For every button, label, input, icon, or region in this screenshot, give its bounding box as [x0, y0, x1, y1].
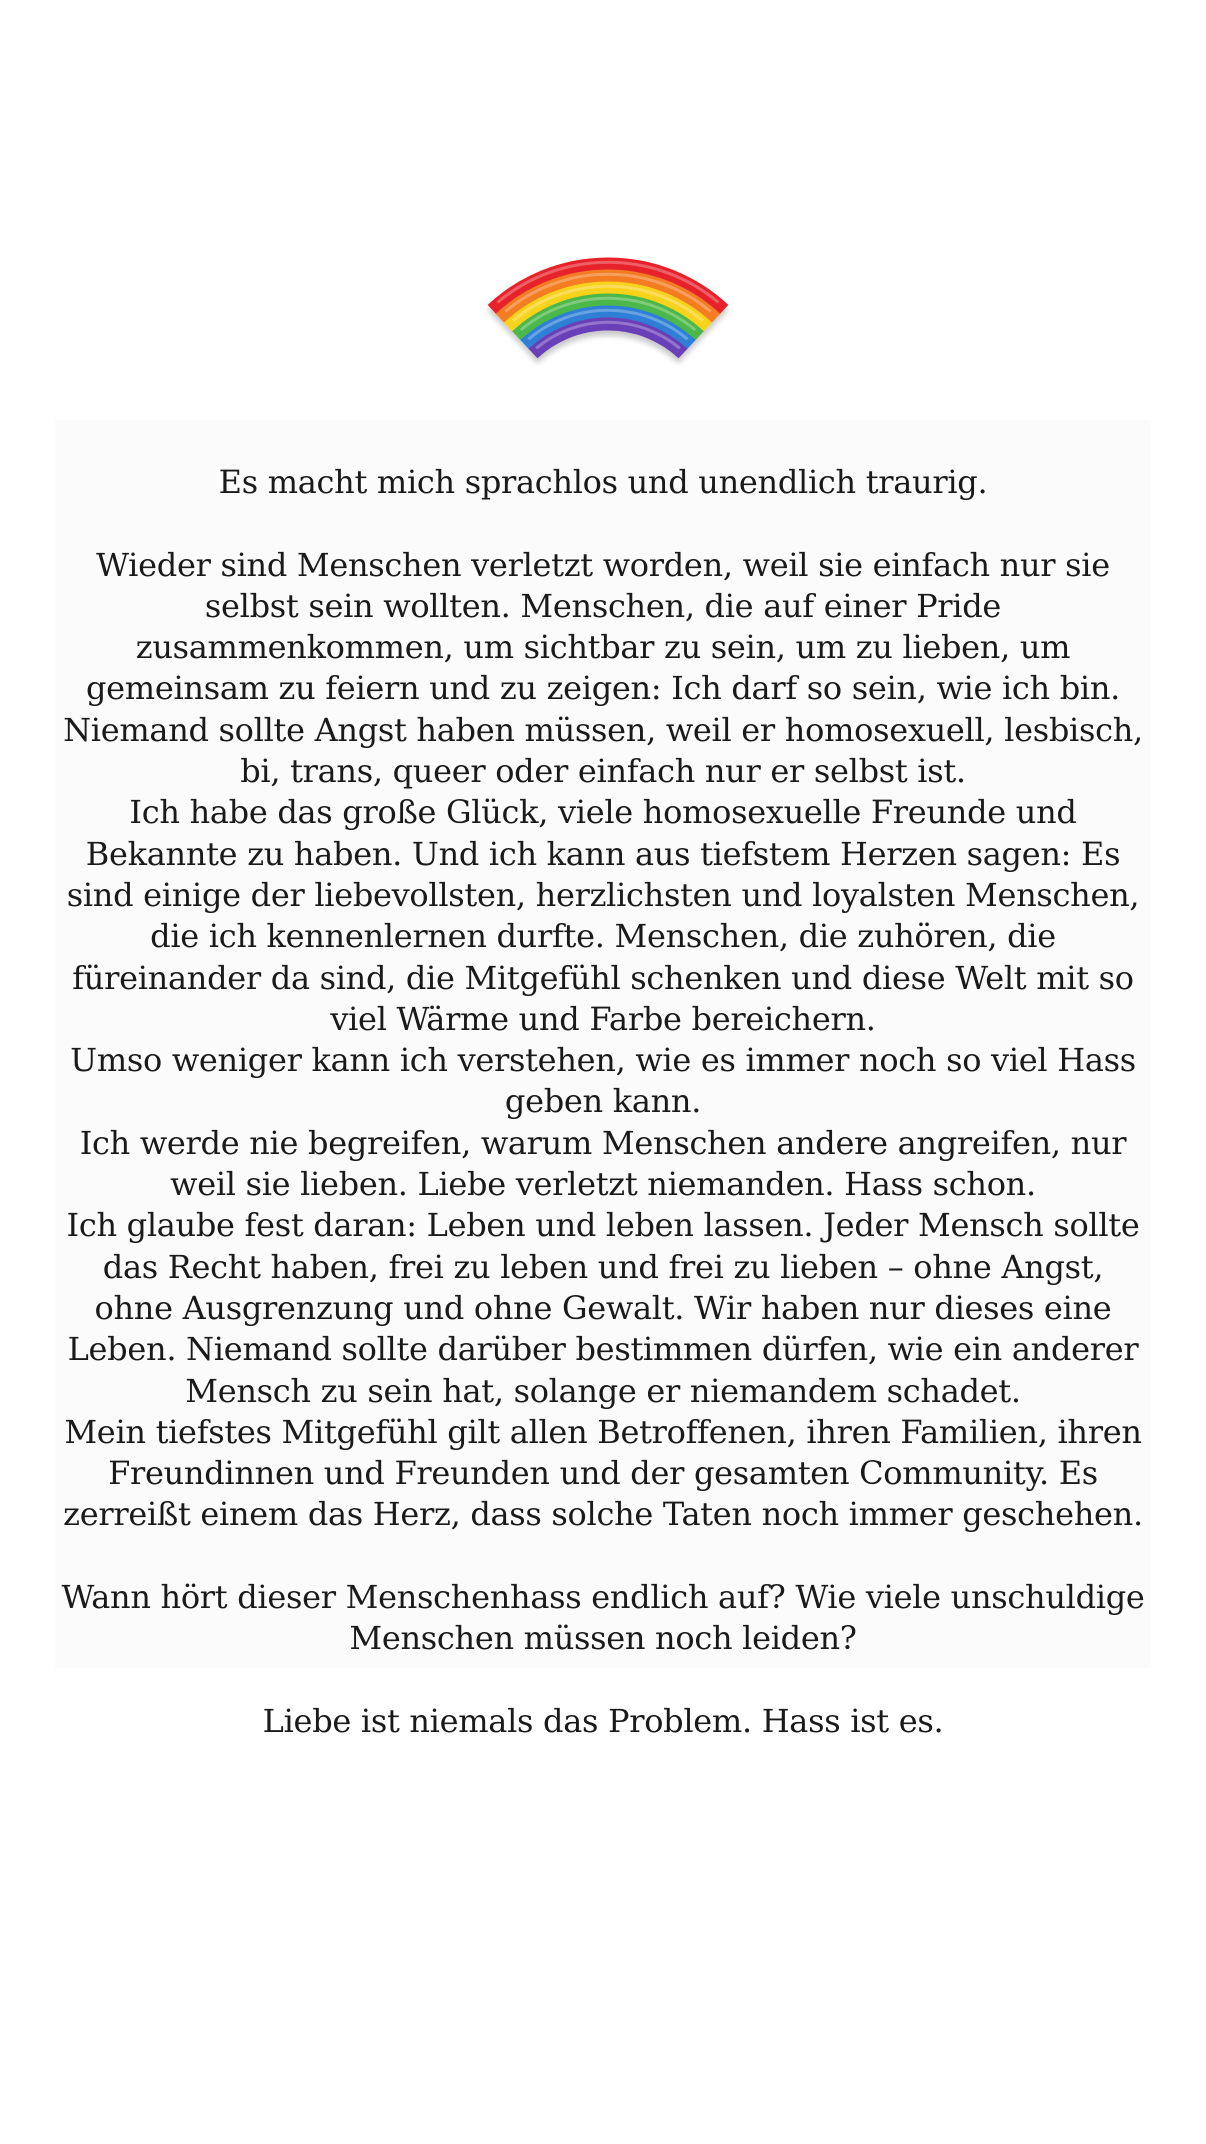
paragraph-3: Ich habe das große Glück, viele homosexuelle Freunde und Bekannte zu haben. Und ich kann aus tiefstem Herzen sagen: Es sind einige der liebevollsten, herzlichsten und loyalsten Menschen, die ich kennenlernen durfte. Menschen, die zuhören, die füreinander da sind, die Mitgefühl schenken und diese Welt mit so viel Wärme und Farbe bereichern.: [66, 793, 1140, 1038]
story-text: [60, 462, 1146, 1742]
spacer: [60, 1536, 1146, 1577]
paragraph-2: Niemand sollte Angst haben müssen, weil er homosexuell, lesbisch, bi, trans, queer oder einfach nur er selbst ist.: [63, 710, 1143, 791]
spacer: [60, 503, 1146, 544]
rainbow-icon: [478, 244, 738, 372]
paragraph-6: Ich glaube fest daran: Leben und leben lassen. Jeder Mensch sollte das Recht haben, frei zu leben und frei zu lieben – ohne Angst, ohne Ausgrenzung und ohne Gewalt. Wir haben nur dieses eine Leben. Niemand sollte darüber bestimmen dürfen, wie ein anderer Mensch zu sein hat, solange er niemandem schadet.: [66, 1206, 1140, 1410]
paragraph-1: Wieder sind Menschen verletzt worden, weil sie einfach nur sie selbst sein wollten. Menschen, die auf einer Pride zusammenkommen, um sichtbar zu sein, um zu lieben, um gemeinsam zu feiern und zu zeigen: Ich darf so sein, wie ich bin.: [85, 545, 1121, 708]
paragraph-4: Umso weniger kann ich verstehen, wie es immer noch so viel Hass geben kann.: [70, 1041, 1136, 1121]
paragraph-7: Mein tiefstes Mitgefühl gilt allen Betroffenen, ihren Familien, ihren Freundinnen und Freunden und der gesamten Community. Es zerreißt einem das Herz, dass solche Taten noch immer geschehen.: [63, 1412, 1143, 1534]
rainbow-sticker: [478, 244, 738, 372]
closing-sentence: Liebe ist niemals das Problem. Hass ist es.: [262, 1701, 944, 1740]
question-paragraph: Wann hört dieser Menschenhass endlich auf? Wie viele unschuldige Menschen müssen noch leiden?: [61, 1578, 1145, 1658]
spacer: [60, 1660, 1146, 1701]
lead-sentence: Es macht mich sprachlos und unendlich traurig.: [218, 463, 988, 501]
paragraph-5: Ich werde nie begreifen, warum Menschen andere angreifen, nur weil sie lieben. Liebe verletzt niemanden. Hass schon.: [79, 1123, 1127, 1204]
